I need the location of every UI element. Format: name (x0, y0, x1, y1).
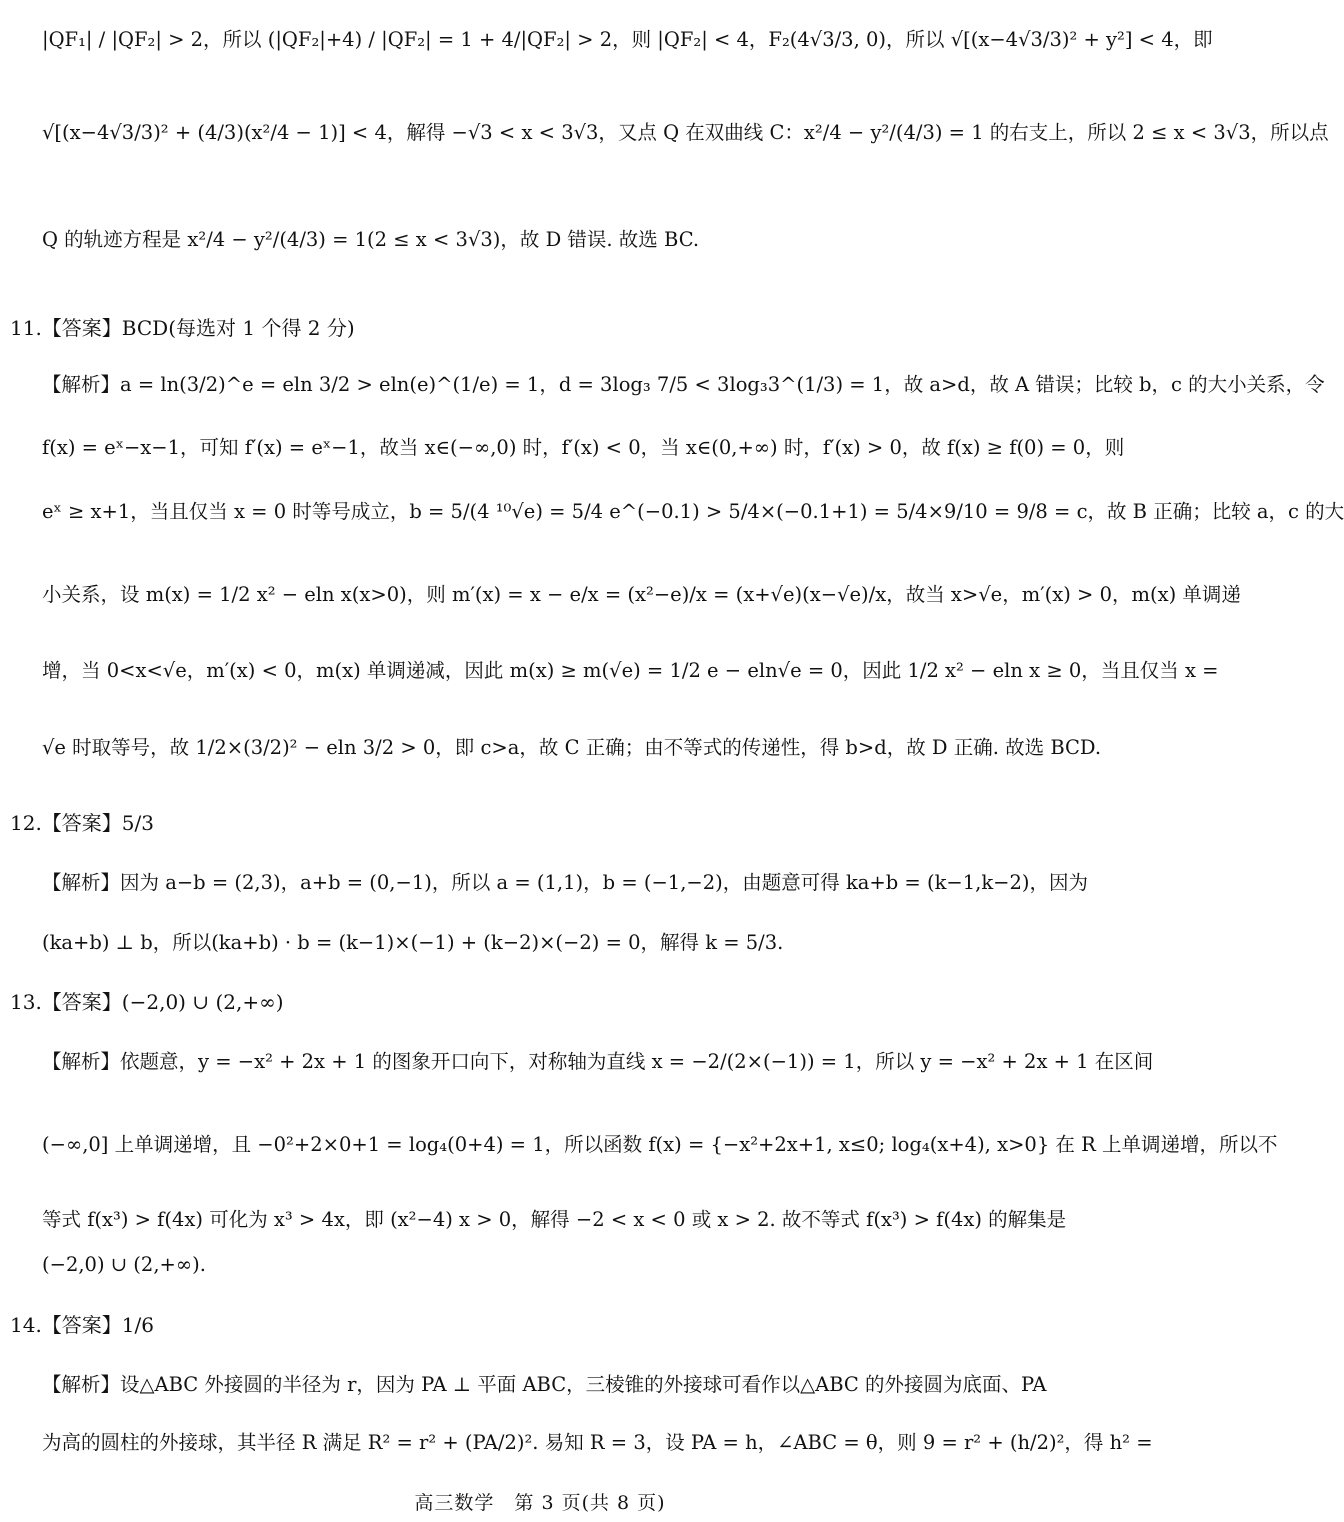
text-line-2: √[(x−4√3/3)² + (4/3)(x²/4 − 1)] < 4，解得 −√3 < x < 3√3，又点 Q 在双曲线 C：x²/4 − y²/(4/3) = 1 的右支上，所以 2 ≤ x < 3√3，所以点 (42, 121, 1329, 144)
text-line-21: 为高的圆柱的外接球，其半径 R 满足 R² = r² + (PA/2)². 易知 R = 3，设 PA = h，∠ABC = θ，则 9 = r² + (h/2)²，得 h² = (42, 1431, 1153, 1454)
text-line-9: 增，当 0<x<√e，m′(x) < 0，m(x) 单调递减，因此 m(x) ≥ m(√e) = 1/2 e − eln√e = 0，因此 1/2 x² − eln x ≥ 0，当且仅当 x = (42, 659, 1219, 682)
page-footer: 高三数学 第 3 页(共 8 页) (414, 1492, 666, 1514)
text-line-18: (−2,0) ∪ (2,+∞). (42, 1253, 206, 1276)
text-line-8: 小关系，设 m(x) = 1/2 x² − eln x(x>0)，则 m′(x) = x − e/x = (x²−e)/x = (x+√e)(x−√e)/x，故当 x>√e，m′(x) > 0，m(x) 单调递 (42, 583, 1241, 606)
question-14-answer: 14.【答案】1/6 (10, 1313, 154, 1337)
text-line-5: 【解析】a = ln(3/2)^e = eln 3/2 > eln(e)^(1/e) = 1，d = 3log₃ 7/5 < 3log₃3^(1/3) = 1，故 a>d，故 A 错误；比较 b，c 的大小关系，令 (42, 373, 1325, 396)
text-line-1: |QF₁| / |QF₂| > 2，所以 (|QF₂|+4) / |QF₂| = 1 + 4/|QF₂| > 2，则 |QF₂| < 4，F₂(4√3/3, 0)，所以 √[(x−4√3/3)² + y²] < 4，即 (42, 28, 1213, 51)
question-11-answer: 11.【答案】BCD(每选对 1 个得 2 分) (10, 316, 355, 340)
text-line-12: 【解析】因为 a−b = (2,3)，a+b = (0,−1)，所以 a = (1,1)，b = (−1,−2)，由题意可得 ka+b = (k−1,k−2)，因为 (42, 871, 1089, 894)
text-line-10: √e 时取等号，故 1/2×(3/2)² − eln 3/2 > 0，即 c>a，故 C 正确；由不等式的传递性，得 b>d，故 D 正确. 故选 BCD. (42, 736, 1102, 759)
text-line-3: Q 的轨迹方程是 x²/4 − y²/(4/3) = 1(2 ≤ x < 3√3)，故 D 错误. 故选 BC. (42, 228, 700, 251)
text-line-15: 【解析】依题意，y = −x² + 2x + 1 的图象开口向下，对称轴为直线 x = −2/(2×(−1)) = 1，所以 y = −x² + 2x + 1 在区间 (42, 1050, 1154, 1073)
text-line-13: (ka+b) ⊥ b，所以(ka+b) · b = (k−1)×(−1) + (k−2)×(−2) = 0，解得 k = 5/3. (42, 931, 784, 954)
text-line-16: (−∞,0] 上单调递增，且 −0²+2×0+1 = log₄(0+4) = 1，所以函数 f(x) = {−x²+2x+1, x≤0; log₄(x+4), x>0} 在 R 上单调递增，所以不 (42, 1133, 1278, 1156)
text-line-20: 【解析】设△ABC 外接圆的半径为 r，因为 PA ⊥ 平面 ABC，三棱锥的外接球可看作以△ABC 的外接圆为底面、PA (42, 1373, 1047, 1396)
question-13-answer: 13.【答案】(−2,0) ∪ (2,+∞) (10, 990, 284, 1014)
text-line-6: f(x) = eˣ−x−1，可知 f′(x) = eˣ−1，故当 x∈(−∞,0) 时，f′(x) < 0，当 x∈(0,+∞) 时，f′(x) > 0，故 f(x) ≥ f(0) = 0，则 (42, 436, 1125, 459)
text-line-17: 等式 f(x³) > f(4x) 可化为 x³ > 4x，即 (x²−4) x > 0，解得 −2 < x < 0 或 x > 2. 故不等式 f(x³) > f(4x) 的解集是 (42, 1208, 1067, 1231)
question-12-answer: 12.【答案】5/3 (10, 811, 154, 835)
text-line-7: eˣ ≥ x+1，当且仅当 x = 0 时等号成立，b = 5/(4 ¹⁰√e) = 5/4 e^(−0.1) > 5/4×(−0.1+1) = 5/4×9/10 = 9/8 = c，故 B 正确；比较 a，c 的大 (42, 500, 1344, 523)
